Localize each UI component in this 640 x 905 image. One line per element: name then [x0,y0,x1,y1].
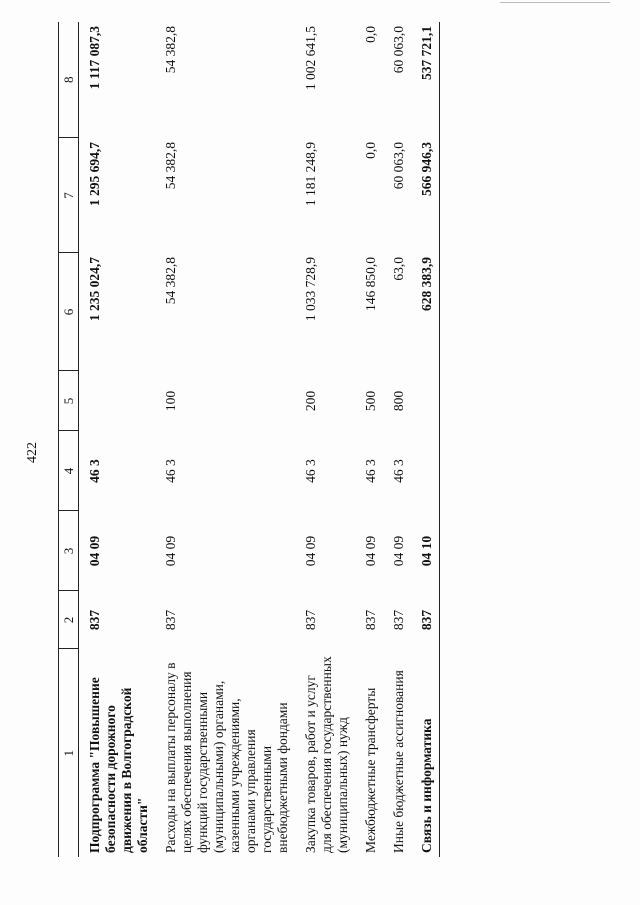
cell-section-code: 04 10 [411,511,440,591]
cell-expense-type: 200 [303,390,318,412]
cell-expense-type [411,371,440,431]
column-header: 8 [59,22,79,138]
cell-amount-1: 628 383,9 [411,253,440,371]
cell-amount-1: 54 382,8 [163,257,178,305]
column-header: 4 [59,431,79,511]
cell-program-code [411,431,440,511]
cell-expense-type: 800 [391,390,406,412]
budget-table [58,22,440,857]
cell-ministry-code: 837 [391,609,406,631]
cell-amount-2: 1 295 694,7 [87,142,102,207]
cell-ministry-code: 837 [411,591,440,649]
cell-name: Связь и информатика [411,649,440,857]
table-row [411,22,440,857]
column-header: 1 [59,649,79,857]
cell-program-code: 46 3 [391,459,406,483]
cell-section-code: 04 09 [363,535,378,567]
cell-amount-1: 63,0 [391,257,406,281]
cell-expense-type [79,371,156,431]
cell-ministry-code: 837 [363,609,378,631]
cell-section-code: 04 09 [391,535,406,567]
cell-amount-2: 54 382,8 [163,142,178,190]
cell-program-code: 46 3 [363,459,378,483]
cell-section-code: 04 09 [303,535,318,567]
cell-ministry-code: 837 [163,609,178,631]
table-row [295,22,355,857]
column-header: 7 [59,138,79,253]
table-row [155,22,295,857]
cell-amount-3: 537 721,1 [411,22,440,138]
cell-amount-3: 1 117 087,3 [87,26,102,90]
column-header: 6 [59,253,79,371]
column-header: 5 [59,371,79,431]
cell-amount-1: 146 850,0 [363,257,378,311]
column-header: 2 [59,591,79,649]
cell-amount-3: 60 063,0 [391,26,406,74]
cell-section-code: 04 09 [87,535,102,567]
table-row [383,22,411,857]
cell-program-code: 46 3 [163,459,178,483]
cell-expense-type: 500 [363,390,378,412]
cell-amount-1: 1 235 024,7 [87,257,102,322]
cell-expense-type: 100 [163,390,178,412]
page-number: 422 [25,442,40,463]
table-header [59,22,79,857]
cell-program-code: 46 3 [303,459,318,483]
cell-name: Подпрограмма "Повышение безопасности дорожного движения в Волгоградской области" [87,677,150,853]
table-body [79,22,440,857]
cell-program-code: 46 3 [87,459,102,483]
cell-name: Иные бюджетные ассигнования [391,670,406,853]
cell-name: Межбюджетные трансферты [363,687,378,853]
table-row [79,22,156,857]
cell-name: Расходы на выплаты персоналу в целях обеспечения выполнения функций государственными (муниципальными) органами, казенными учреждениями, органами управления государственными внебюджетными фондами [163,662,290,853]
cell-amount-1: 1 033 728,9 [303,257,318,322]
cell-amount-3: 54 382,8 [163,26,178,74]
cell-amount-3: 0,0 [363,26,378,43]
cell-amount-2: 566 946,3 [411,138,440,253]
header-row [59,22,79,857]
cell-name: Закупка товаров, работ и услуг для обеспечения государственных (муниципальных) нужд [303,656,350,853]
table-row [355,22,383,857]
cell-ministry-code: 837 [87,609,102,631]
cell-amount-2: 0,0 [363,142,378,159]
column-header: 3 [59,511,79,591]
cell-section-code: 04 09 [163,535,178,567]
cell-amount-2: 60 063,0 [391,142,406,190]
cell-amount-3: 1 002 641,5 [303,26,318,91]
cell-amount-2: 1 181 248,9 [303,142,318,207]
cell-ministry-code: 837 [303,609,318,631]
